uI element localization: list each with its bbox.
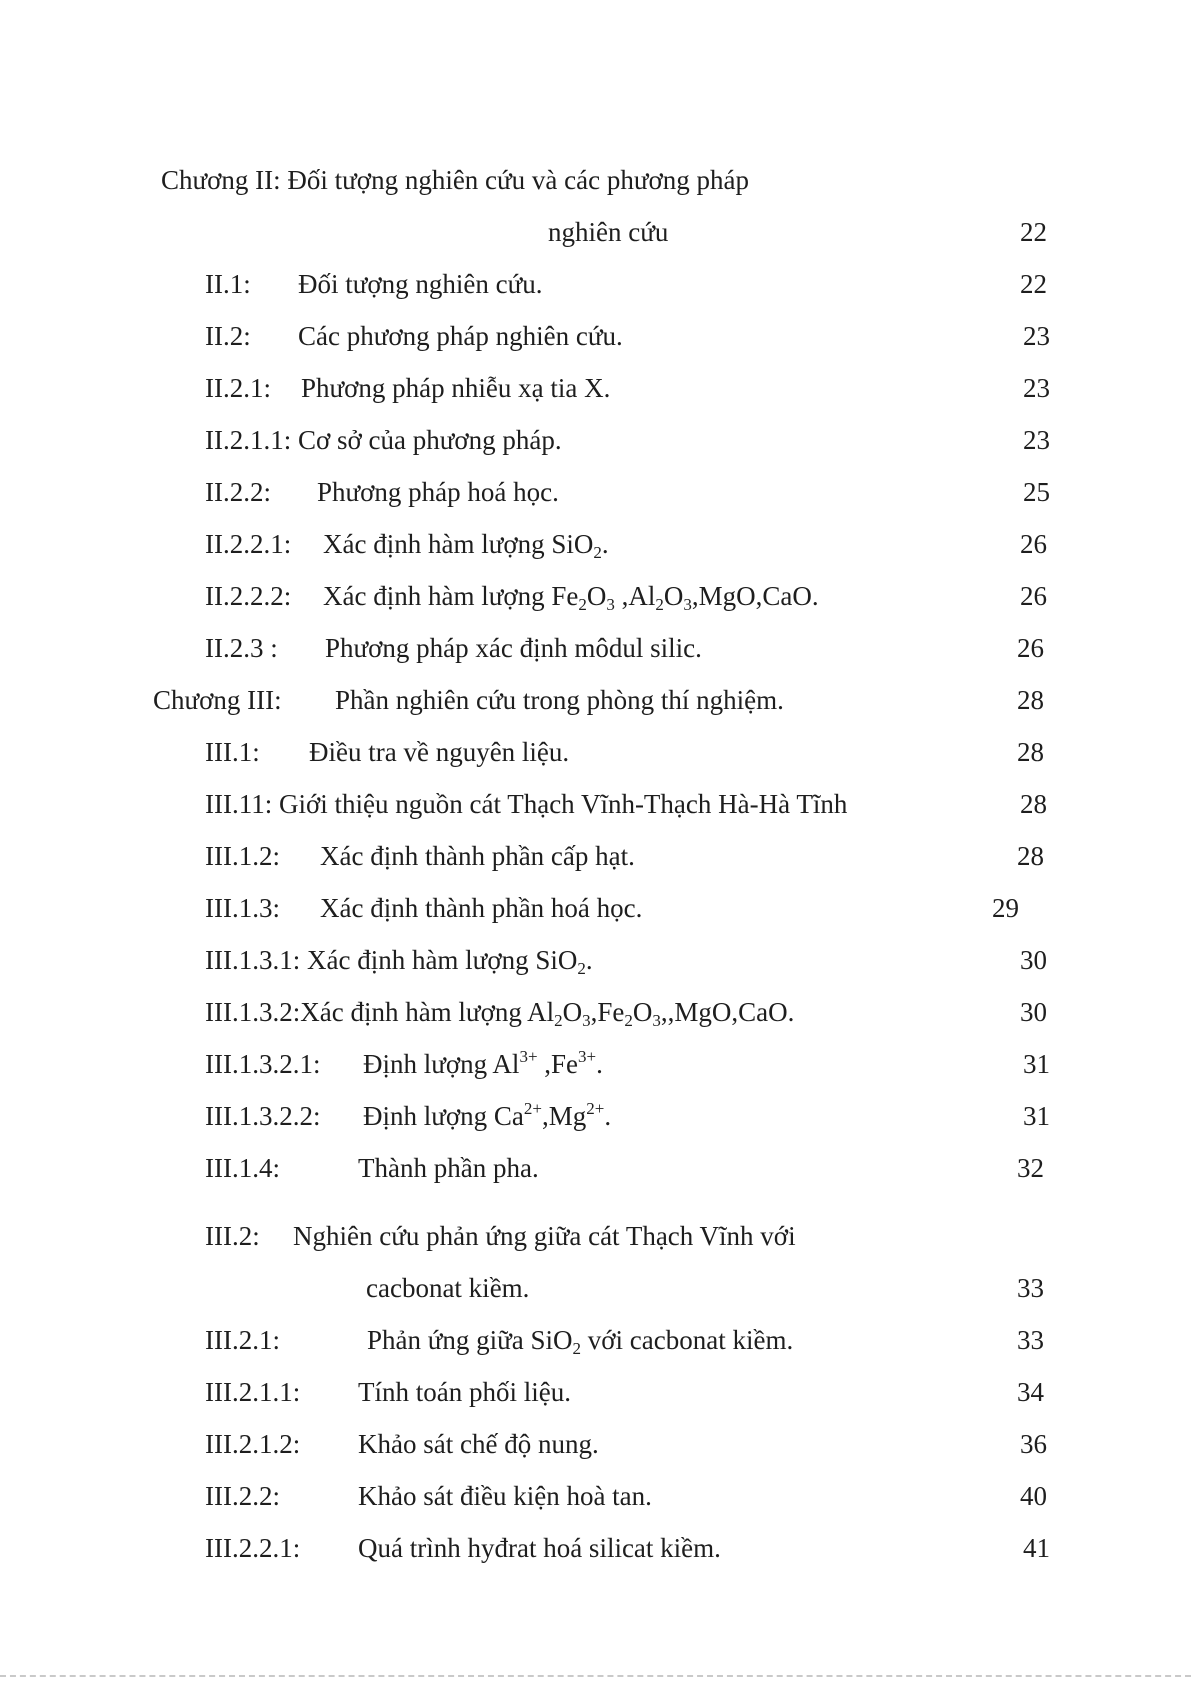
toc-entry-code: II.1: <box>205 269 251 299</box>
toc-page-number: 28 <box>1017 737 1044 767</box>
toc-entry-title: Đối tượng nghiên cứu. <box>298 269 543 299</box>
toc-page-number: 28 <box>1017 685 1044 715</box>
toc-entry-title: Phần nghiên cứu trong phòng thí nghiệm. <box>335 685 784 715</box>
toc-entry-code: III.1.3.2.1: <box>205 1049 321 1079</box>
toc-entry-code: III.2.2.1: <box>205 1533 301 1563</box>
toc-page-number: 26 <box>1020 581 1047 611</box>
toc-entry-title: Phương pháp xác định môdul silic. <box>325 633 702 663</box>
toc-page-number: 29 <box>992 893 1019 923</box>
toc-entry-title: Định lượng $Ca^{2+},Mg^{2+}$. <box>363 1099 612 1131</box>
toc-page-number: 26 <box>1020 529 1047 559</box>
toc-chapter-2-line2: nghiên cứu <box>548 217 669 247</box>
toc-entry-title: Khảo sát chế độ nung. <box>358 1429 599 1459</box>
toc-page-number: 34 <box>1017 1377 1044 1407</box>
toc-entry-title: Xác định thành phần hoá học. <box>320 893 643 923</box>
toc-entry-title: Xác định hàm lượng SiO$_2$. <box>323 529 609 562</box>
toc-entry-title: Thành phần pha. <box>358 1153 539 1183</box>
toc-entry-code: III.2: <box>205 1221 260 1251</box>
toc-entry-code: II.2.3 : <box>205 633 278 663</box>
toc-page-number: 33 <box>1017 1325 1044 1355</box>
toc-entry-III-1-3-1: III.1.3.1: Xác định hàm lượng SiO$_2$. <box>205 945 593 978</box>
toc-page-number: 23 <box>1023 373 1050 403</box>
toc-chapter-2-line1: Chương II: Đối tượng nghiên cứu và các phương pháp <box>161 165 750 195</box>
toc-entry-code: II.2.2.1: <box>205 529 292 559</box>
toc-page-number: 30 <box>1020 945 1047 975</box>
toc-page-number: 31 <box>1023 1049 1050 1079</box>
toc-page-number: 36 <box>1020 1429 1047 1459</box>
toc-page-number: 41 <box>1023 1533 1050 1563</box>
toc-entry-code: III.2.1.2: <box>205 1429 301 1459</box>
toc-entry-title: Phản ứng giữa SiO$_2$ với cacbonat kiềm. <box>367 1325 794 1358</box>
toc-entry-title: Tính toán phối liệu. <box>358 1377 571 1407</box>
toc-page-number: 23 <box>1023 321 1050 351</box>
toc-page-number: 31 <box>1023 1101 1050 1131</box>
toc-entry-title-line2: cacbonat kiềm. <box>366 1273 530 1303</box>
toc-page-number: 22 <box>1020 269 1047 299</box>
toc-entry-code: II.2.1: <box>205 373 271 403</box>
toc-entry-code: III.1.2: <box>205 841 280 871</box>
toc-entry-title: Xác định hàm lượng $Fe_2O_3$ $,Al_2O_3,MgO,CaO$. <box>323 581 819 614</box>
toc-page-number: 30 <box>1020 997 1047 1027</box>
toc-entry-title: Định lượng $Al^{3+}$ $,Fe^{3+}$. <box>363 1047 603 1079</box>
toc-page-number: 28 <box>1017 841 1044 871</box>
page-bottom-edge <box>0 1675 1191 1677</box>
toc-entry-II-2-1-1: II.2.1.1: Cơ sở của phương pháp. <box>205 425 562 455</box>
toc-entry-III-1-3-2: III.1.3.2:Xác định hàm lượng $Al_2O_3,Fe_2O_3,,MgO,CaO$. <box>205 997 795 1030</box>
toc-page-number: 28 <box>1020 789 1047 819</box>
toc-entry-III-1-1: III.11: Giới thiệu nguồn cát Thạch Vĩnh-Thạch Hà-Hà Tĩnh <box>205 789 848 819</box>
toc-entry-title: Phương pháp hoá học. <box>317 477 559 507</box>
toc-entry-title: Điều tra về nguyên liệu. <box>309 737 570 767</box>
toc-entry-title: Các phương pháp nghiên cứu. <box>298 321 623 351</box>
toc-entry-code: III.1.4: <box>205 1153 280 1183</box>
toc-entry-code: III.1.3: <box>205 893 280 923</box>
toc-entry-title: Quá trình hyđrat hoá silicat kiềm. <box>358 1533 721 1563</box>
toc-entry-title-line1: Nghiên cứu phản ứng giữa cát Thạch Vĩnh với <box>293 1221 796 1251</box>
toc-page-number: 40 <box>1020 1481 1047 1511</box>
toc-entry-code: III.1.3.2.2: <box>205 1101 321 1131</box>
toc-entry-title: Phương pháp nhiễu xạ tia X. <box>301 373 611 403</box>
toc-page-number: 22 <box>1020 217 1047 247</box>
toc-page-number: 26 <box>1017 633 1044 663</box>
toc-entry-code: Chương III: <box>153 685 282 715</box>
toc-page-number: 32 <box>1017 1153 1044 1183</box>
toc-entry-code: III.1: <box>205 737 260 767</box>
toc-entry-code: II.2.2.2: <box>205 581 292 611</box>
toc-page-number: 23 <box>1023 425 1050 455</box>
toc-entry-title: Khảo sát điều kiện hoà tan. <box>358 1481 652 1511</box>
toc-entry-title: Xác định thành phần cấp hạt. <box>320 841 635 871</box>
toc-entry-code: II.2.2: <box>205 477 271 507</box>
toc-page-number: 25 <box>1023 477 1050 507</box>
toc-entry-code: III.2.2: <box>205 1481 280 1511</box>
toc-entry-code: III.2.1: <box>205 1325 280 1355</box>
toc-page-number: 33 <box>1017 1273 1044 1303</box>
toc-entry-code: II.2: <box>205 321 251 351</box>
toc-entry-code: III.2.1.1: <box>205 1377 301 1407</box>
